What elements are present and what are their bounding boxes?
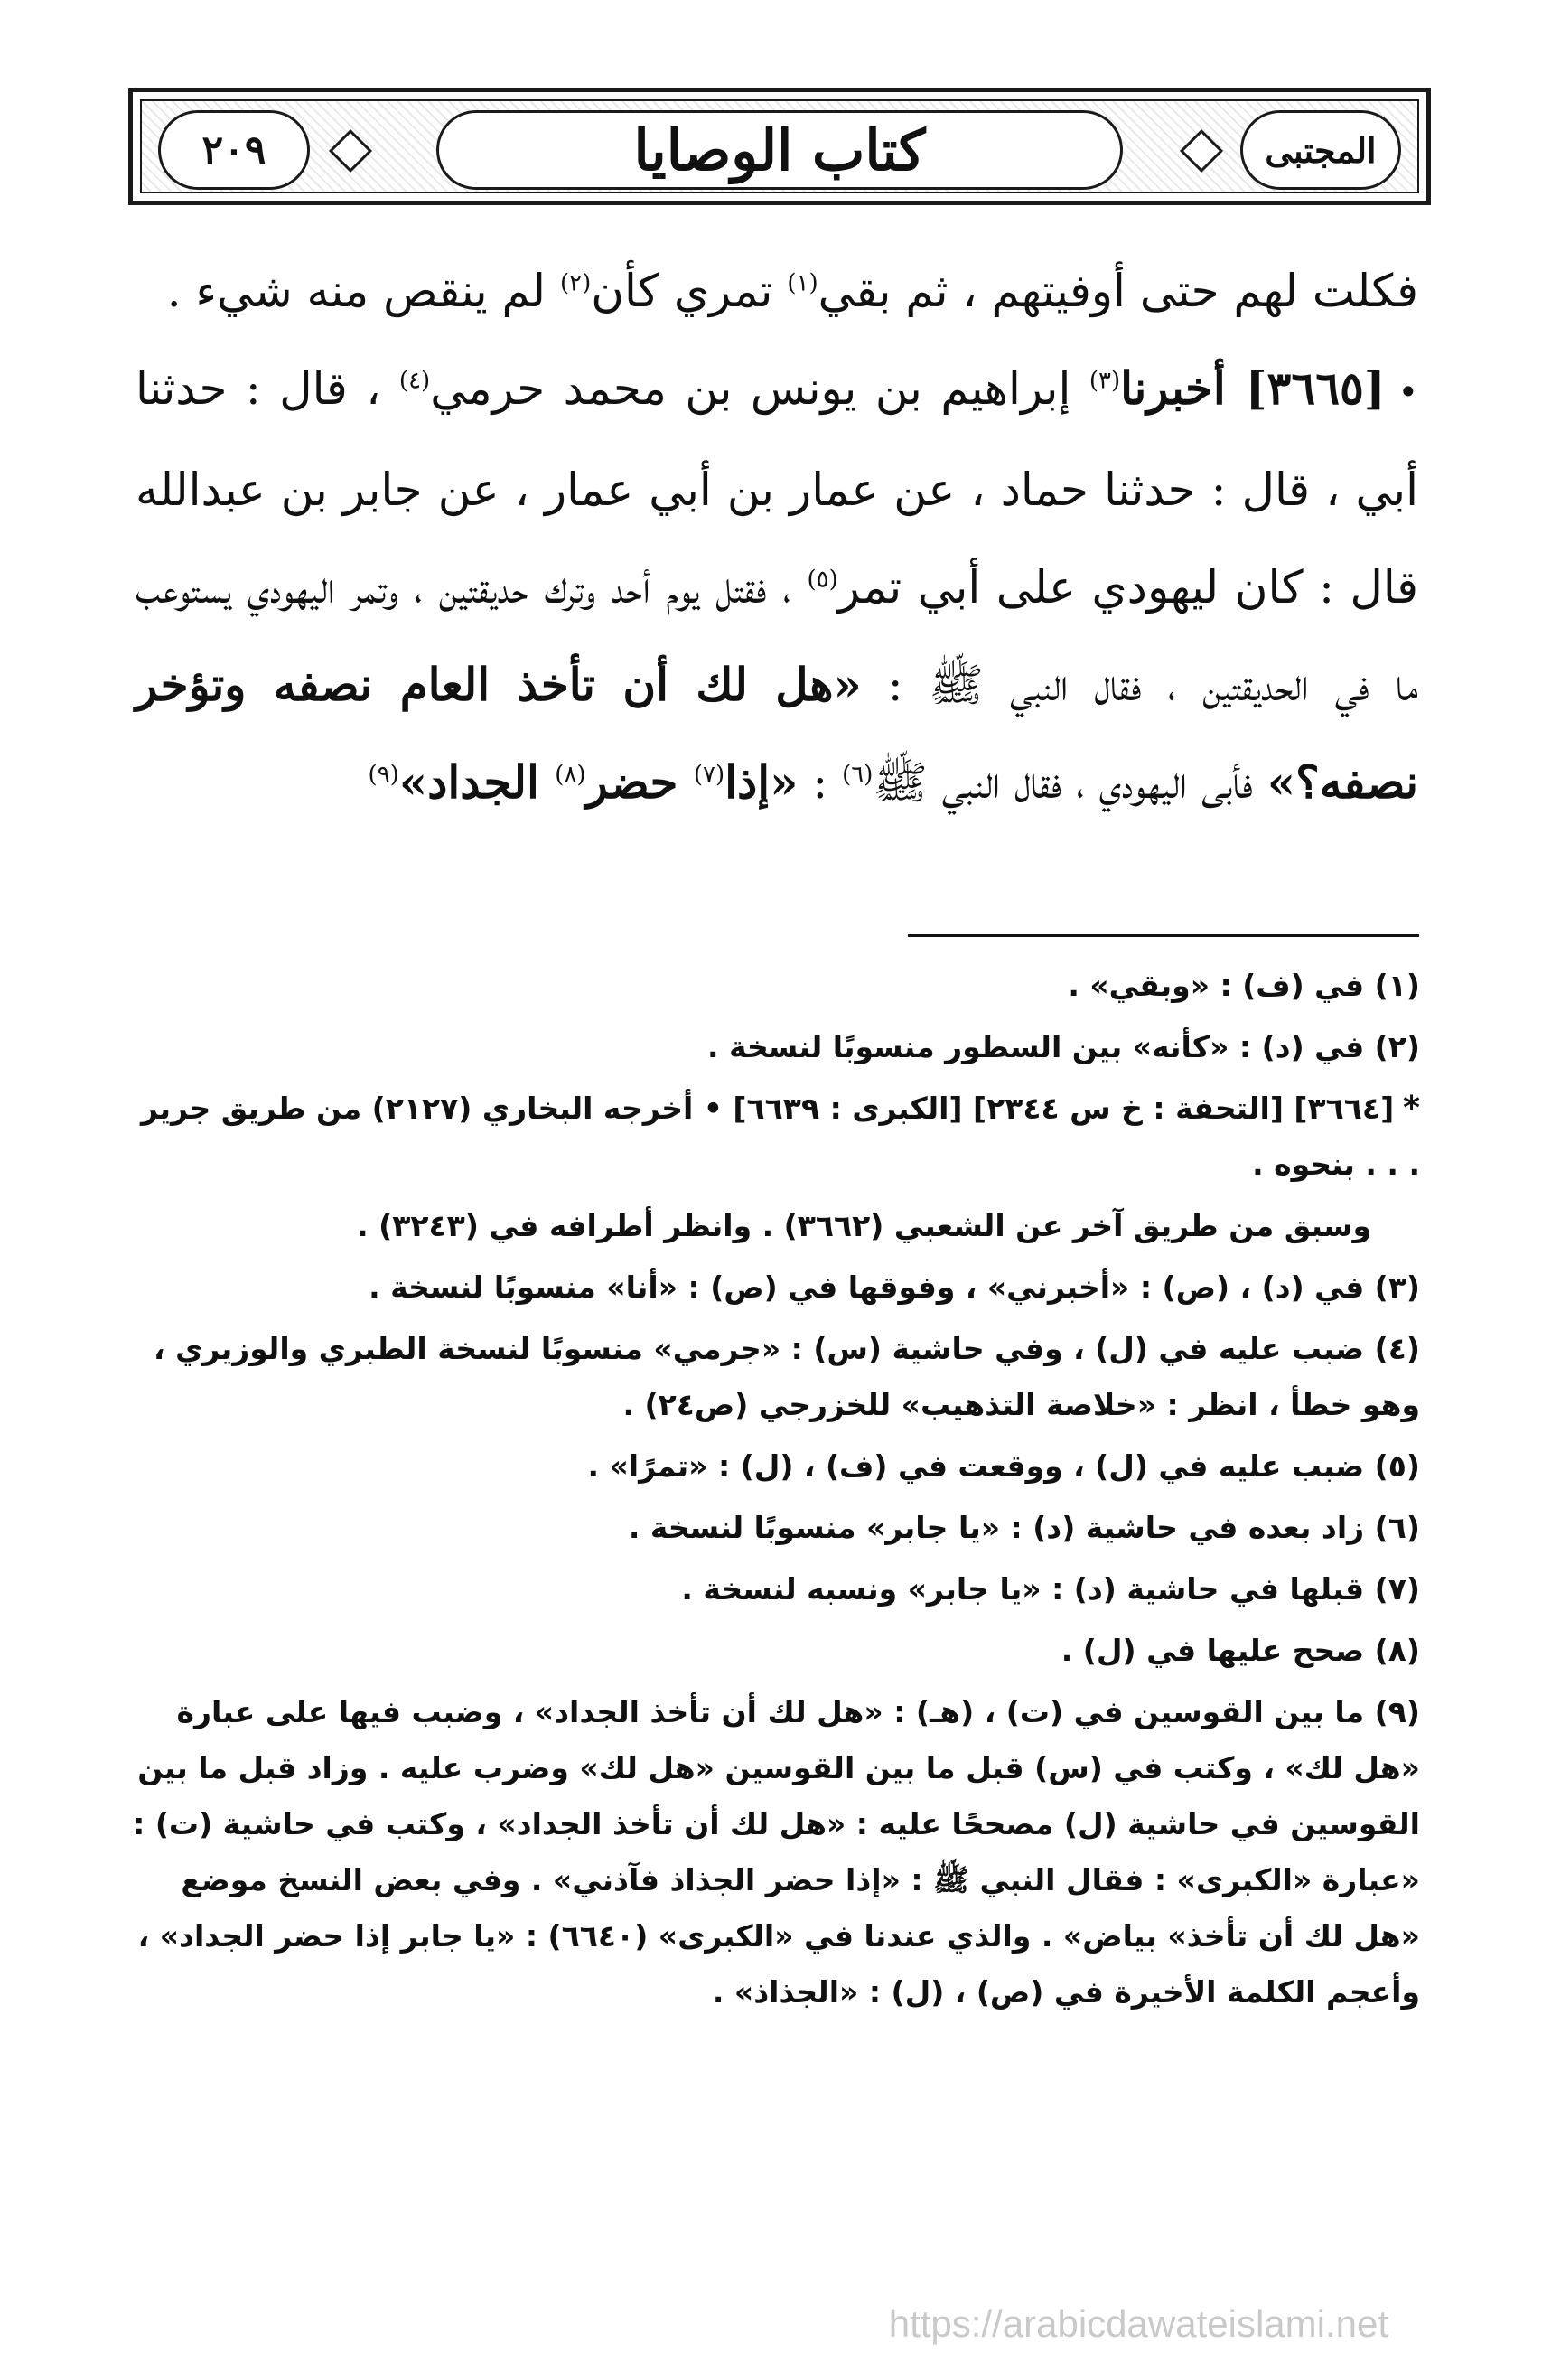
page-number: ٢٠٩: [201, 126, 266, 173]
footnote-4: (٤) ضبب عليه في (ل) ، وفي حاشية (س) : «جرمي» منسوبًا لنسخة الطبري والوزيري ، وهو خطأ ، انظر : «خلاصة التذهيب» للخزرجي (ص٢٤) .: [154, 1331, 1420, 1422]
footnote-ref: (٦): [842, 761, 874, 789]
prophetic-saying: «هل لك أن تأخذ العام نصفه وتؤخر نصفه؟»: [136, 658, 1418, 809]
footnote-2: (٢) في (د) : «كأنه» بين السطور منسوبًا لنسخة .: [706, 1029, 1420, 1064]
text-run: تمري كأن: [591, 265, 788, 317]
footnote-3: (٣) في (د) ، (ص) : «أخبرني» ، وفوقها في (ص) : «أنا» منسوبًا لنسخة .: [369, 1270, 1420, 1305]
brand-cartouche: [1240, 110, 1401, 190]
footnote-5: (٥) ضبب عليه في (ل) ، ووقعت في (ف) ، (ل) : «تمرًا» .: [587, 1448, 1420, 1484]
footnote-ref: (٩): [368, 761, 399, 789]
text-run: لم ينقص منه شيء .: [166, 265, 560, 317]
header-ornamental-band: [140, 99, 1419, 193]
prophetic-saying: «إذا: [724, 755, 799, 809]
footnotes: [126, 958, 1420, 2026]
takhrij-text: [٣٦٦٤] [التحفة : خ س ٢٣٤٤] [الكبرى : ٦٦٣٩] • أخرجه البخاري (٢١٢٧) من طريق جرير . . . بنحوه .: [141, 1091, 1420, 1182]
book-title: كتاب الوصايا: [633, 117, 926, 183]
bullet-icon: •: [1397, 372, 1418, 412]
footnote-7: (٧) قبلها في حاشية (د) : «يا جابر» ونسبه لنسخة .: [681, 1571, 1420, 1607]
text-run: :: [798, 756, 843, 809]
main-text: [136, 242, 1418, 831]
prophetic-saying: حضر: [585, 755, 694, 809]
asterisk-icon: *: [1403, 1090, 1420, 1127]
footnote-ref: (٣): [1089, 367, 1121, 395]
diamond-ornament-icon: [329, 129, 372, 173]
diamond-ornament-icon: [1180, 129, 1223, 173]
takhrij-note: [126, 1081, 1420, 1193]
footnote-ref: (٧): [693, 761, 725, 789]
continuation-paragraph: [136, 242, 1418, 340]
footnote-8: (٨) صحح عليها في (ل) .: [1061, 1633, 1420, 1668]
hadith-paragraph: [136, 340, 1418, 831]
title-cartouche: [436, 110, 1123, 190]
footnote-1: (١) في (ف) : «وبقي» .: [1068, 968, 1420, 1003]
text-run: فأبى اليهودي ، فقال النبي ﷺ: [873, 756, 1267, 809]
page-number-cartouche: [158, 110, 310, 190]
footnote-9: (٩) ما بين القوسين في (ت) ، (هـ) : «هل لك أن تأخذ الجداد» ، وضبب فيها على عبارة «هل لك» ، وكتب في (س) قبل ما بين القوسين «هل لك» وضرب عليه . وزاد قبل ما بين القوسين في حاشية (ل) مصححًا عليه : «هل لك أن تأخذ الجداد» ، وكتب في حاشية (ت) : «عبارة «الكبرى» : فقال النبي ﷺ : «إذا حضر الجذاذ فآذني» . وفي بعض النسخ موضع «هل لك أن تأخذ» بياض» . والذي عندنا في «الكبرى» (٦٦٤٠) : «يا جابر إذا حضر الجداد» ، وأعجم الكلمة الأخيرة في (ص) ، (ل) : «الجذاذ» .: [133, 1694, 1420, 2010]
footnote-ref: (٤): [398, 367, 431, 395]
footnote-ref: (١): [787, 269, 818, 297]
footnote-ref: (٨): [555, 761, 586, 789]
footnote-divider: [908, 934, 1419, 937]
takhrij-note-cont: وسبق من طريق آخر عن الشعبي (٣٦٦٢) . وانظر أطرافه في (٣٢٤٣) .: [357, 1208, 1371, 1243]
text-run: أخبرنا: [1120, 361, 1246, 415]
footnote-6: (٦) زاد بعده في حاشية (د) : «يا جابر» منسوبًا لنسخة .: [628, 1510, 1420, 1545]
text-run: إبراهيم بن يونس بن محمد حرمي: [430, 362, 1089, 415]
footnote-ref: (٢): [559, 269, 592, 297]
watermark-url: https://arabicdawateislami.net: [888, 2302, 1388, 2345]
text-run: ، فقتل يوم أحد وترك حديقتين ، وتمر اليهودي يستوعب ما في الحديقتين ، فقال النبي ﷺ :: [136, 561, 1418, 711]
brand-label: المجتبى: [1265, 129, 1377, 171]
page-header: [128, 88, 1431, 205]
text-run: فكلت لهم حتى أوفيتهم ، ثم بقي: [818, 265, 1418, 317]
footnote-ref: (٥): [807, 566, 838, 594]
text-run: ، قال : حدثنا أبي ، قال : حدثنا حماد ، عن عمار بن أبي عمار ، عن جابر بن عبدالله قال : كان ليهودي على أبي تمر: [136, 362, 1419, 614]
prophetic-saying: الجداد»: [398, 755, 556, 809]
hadith-number: [٣٦٦٥]: [1245, 361, 1386, 415]
